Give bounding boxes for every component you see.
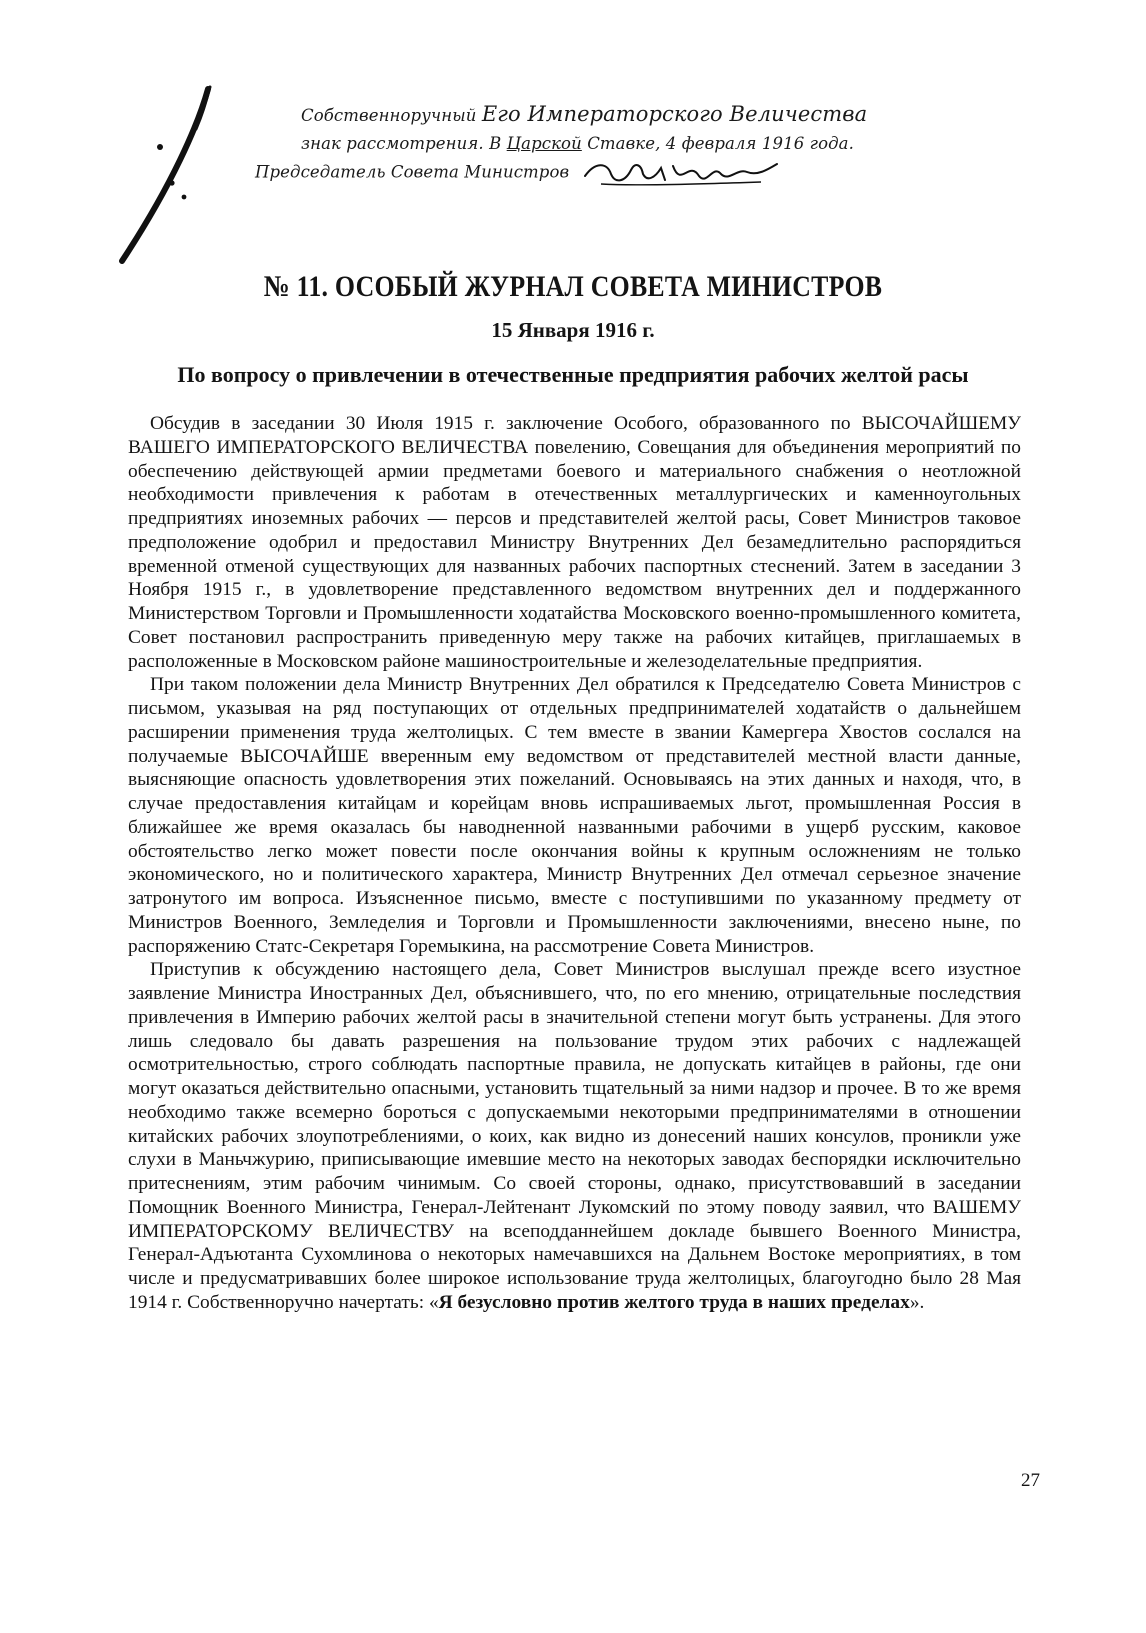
paragraph: При таком положении дела Министр Внутренних Дел обратился к Председателю Совета Министров с письмом, указывая на ряд поступающих от отдельных предпринимателей ходатайств о дальнейшем расширении применения труда желтолицых. С тем вместе в звании Камергера Хвостов сослался на получаемые ВЫСОЧАЙШЕ вверенным ему ведомством от представителей местной власти данные, выясняющие опасность удовлетворения этих пожеланий. Основываясь на этих данных и находя, что, в случае предоставления китайцам и корейцам вновь испрашиваемых льгот, промышленная Россия в ближайшее же время оказалась бы наводненной названными рабочими в ущерб русским, каковое обстоятельство легко может повести после окончания войны к крупным осложнениям не только экономического, но и политического характера, Министр Внутренних Дел отмечал серьезное значение затронутого им вопроса. Изъясненное письмо, вместе с поступившими по указанному предмету от Министров Военного, Земледелия и Торговли и Промышленности заключениями, внесено ныне, по распоряжению Статс-Секретаря Горемыкина, на рассмотрение Совета Министров. <box>128 674 1021 957</box>
resolution-line-2 <box>255 130 995 158</box>
document-date: 15 Января 1916 г. <box>491 318 655 342</box>
resolution-line1-main: Его Императорского Величества <box>481 102 868 126</box>
handwritten-resolution <box>255 100 995 188</box>
resolution-line2-place: Царской <box>506 134 582 153</box>
resolution-line-3 <box>255 158 995 188</box>
document-body <box>128 412 1021 1315</box>
resolution-line2-rest: Ставке, 4 февраля 1916 года. <box>587 134 854 153</box>
document-subject: По вопросу о привлечении в отечественные предприятия рабочих желтой расы <box>177 362 969 387</box>
resolution-line2-text: знак рассмотрения. В <box>301 134 502 153</box>
handwritten-approval-mark <box>110 85 220 265</box>
bold-quote: Я безусловно против желтого труда в наших пределах <box>438 1291 910 1313</box>
paragraph-final <box>128 958 1021 1314</box>
resolution-line3-text: Председатель Совета Министров <box>255 162 570 182</box>
resolution-line-1 <box>255 100 995 130</box>
paragraph: Обсудив в заседании 30 Июля 1915 г. заключение Особого, образованного по ВЫСОЧАЙШЕМУ ВАШЕГО ИМПЕРАТОРСКОГО ВЕЛИЧЕСТВА повелению, Совещания для объединения мероприятий по обеспечению действующей армии предметами боевого и материального снабжения о неотложной необходимости привлечения к работам в отечественных металлургических и каменноугольных предприятиях иноземных рабочих — персов и представителей желтой расы, Совет Министров таковое предположение одобрил и предоставил Министру Внутренних Дел безамедлительно распорядиться временной отменой существующих для названных рабочих паспортных стеснений. Затем в заседании 3 Ноября 1915 г., в удовлетворение представленного ведомством внутренних дел и поддержанного Министерством Торговли и Промышленности ходатайства Московского военно-промышленного комитета, Совет постановил распространить приведенную меру также на рабочих китайцев, приглашаемых в расположенные в Московском районе машиностроительные и железоделательные предприятия. <box>128 413 1021 672</box>
handwritten-signature <box>581 158 781 188</box>
page-number: 27 <box>1021 1470 1040 1491</box>
final-paragraph-ending: ». <box>909 1291 925 1313</box>
final-paragraph-text: Приступив к обсуждению настоящего дела, Совет Министров выслушал прежде всего изустное заявление Министра Иностранных Дел, объяснившего, что, по его мнению, отрицательные последствия привлечения в Империю рабочих желтой расы в значительной степени могут быть устранены. Для этого лишь следовало бы давать разрешения на пользование трудом этих рабочих с надлежащей осмотрительностью, строго соблюдать паспортные правила, не допускать китайцев в районы, где они могут оказаться действительно опасными, установить тщательный за ними надзор и прочее. В то же время необходимо также всемерно бороться с допускаемыми некоторыми предпринимателями в отношении китайских рабочих злоупотреблениями, о коих, как видно из донесений наших консулов, проникли уже слухи в Маньчжурию, приписывающие имевшие место на некоторых заводах беспорядки исключительно притеснениям, этим рабочим чинимым. Со своей стороны, однако, присутствовавший в заседании Помощник Военного Министра, Генерал-Лейтенант Лукомский по этому поводу заявил, что ВАШЕМУ ИМПЕРАТОРСКОМУ ВЕЛИЧЕСТВУ на всеподданнейшем докладе бывшего Военного Министра, Генерал-Адъютанта Сухомлинова о некоторых намечавшихся на Дальнем Востоке мероприятиях, в том числе и предусматривавших более широкое использование труда желтолицых, благоугодно было 28 Мая 1914 г. Собственноручно начертать: « <box>128 959 1021 1313</box>
document-title: № 11. ОСОБЫЙ ЖУРНАЛ СОВЕТА МИНИСТРОВ <box>263 270 883 303</box>
resolution-line1-prefix: Собственноручный <box>301 106 477 125</box>
